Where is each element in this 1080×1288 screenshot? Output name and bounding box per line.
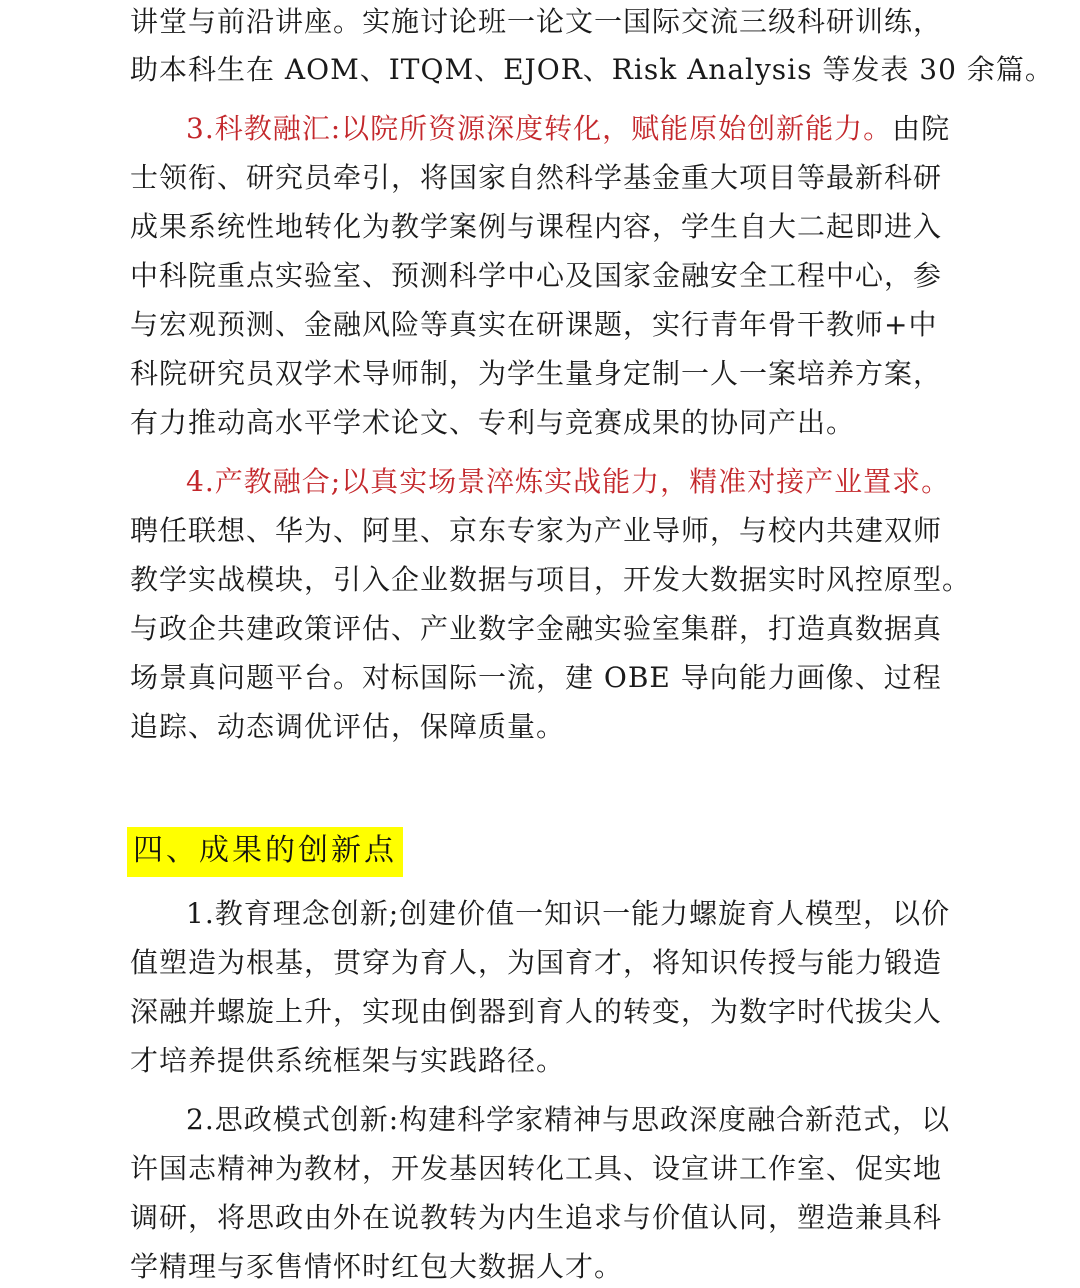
- section-heading: 四、成果的创新点: [127, 827, 403, 877]
- item3-first-line: [186, 111, 950, 147]
- intro-line-1: 讲堂与前沿讲座。实施讨论班一论文一国际交流三级科研训练，: [130, 5, 943, 38]
- innov2-line-2: 许国志精神为教材，开发基因转化工具、设宣讲工作室、促实地: [130, 1152, 943, 1185]
- item3-line-7: 有力推动高水平学术论文、专利与竞赛成果的协同产出。: [130, 406, 856, 439]
- item4-line-4: 与政企共建政策评估、产业数字金融实验室集群，打造真数据真: [130, 612, 943, 645]
- intro-line-2: 助本科生在 AOM、ITQM、EJOR、Risk Analysis 等发表 30 余篇。: [130, 53, 1054, 86]
- item3-line-3: 成果系统性地转化为教学案例与课程内容，学生自大二起即进入: [130, 210, 943, 243]
- item4-line-5: 场景真问题平台。对标国际一流，建 OBE 导向能力画像、过程: [130, 661, 942, 694]
- item4-line-2: 聘任联想、华为、阿里、京东专家为产业导师，与校内共建双师: [130, 514, 943, 547]
- innov1-line-1: 1.教育理念创新;创建价值一知识一能力螺旋育人模型，以价: [186, 897, 951, 930]
- item3-line-2: 士领衔、研究员牵引，将国家自然科学基金重大项目等最新科研: [130, 161, 943, 194]
- innov1-line-4: 才培养提供系统框架与实践路径。: [130, 1044, 566, 1077]
- innov1-line-3: 深融并螺旋上升，实现由倒器到育人的转变，为数字时代拔尖人: [130, 995, 943, 1028]
- innov2-line-3: 调研，将思政由外在说教转为内生追求与价值认同，塑造兼具科: [130, 1201, 943, 1234]
- innov2-line-1: 2.思政模式创新:构建科学家精神与思政深度融合新范式，以: [186, 1103, 951, 1136]
- innov1-line-2: 值塑造为根基，贯穿为育人，为国育才，将知识传授与能力锻造: [130, 946, 943, 979]
- item3-line-6: 科院研究员双学术导师制，为学生量身定制一人一案培养方案，: [130, 357, 943, 390]
- item4-line-3: 教学实战模块，引入企业数据与项目，开发大数据实时风控原型。: [130, 563, 972, 596]
- item3-line-4: 中科院重点实验室、预测科学中心及国家金融安全工程中心，参: [130, 259, 943, 292]
- innov2-line-4: 学精理与豕售情怀时红包大数据人才。: [130, 1250, 624, 1283]
- item3-title-tail: 由院: [892, 112, 951, 145]
- item3-line-5: 与宏观预测、金融风险等真实在研课题，实行青年骨干教师+中: [130, 308, 938, 341]
- item4-line-6: 追踪、动态调优评估，保障质量。: [130, 710, 566, 743]
- item3-title: 3.科教融汇:以院所资源深度转化，赋能原始创新能力。: [186, 112, 893, 145]
- item4-title: 4.产教融合;以真实场景淬炼实战能力，精准对接产业置求。: [186, 465, 951, 498]
